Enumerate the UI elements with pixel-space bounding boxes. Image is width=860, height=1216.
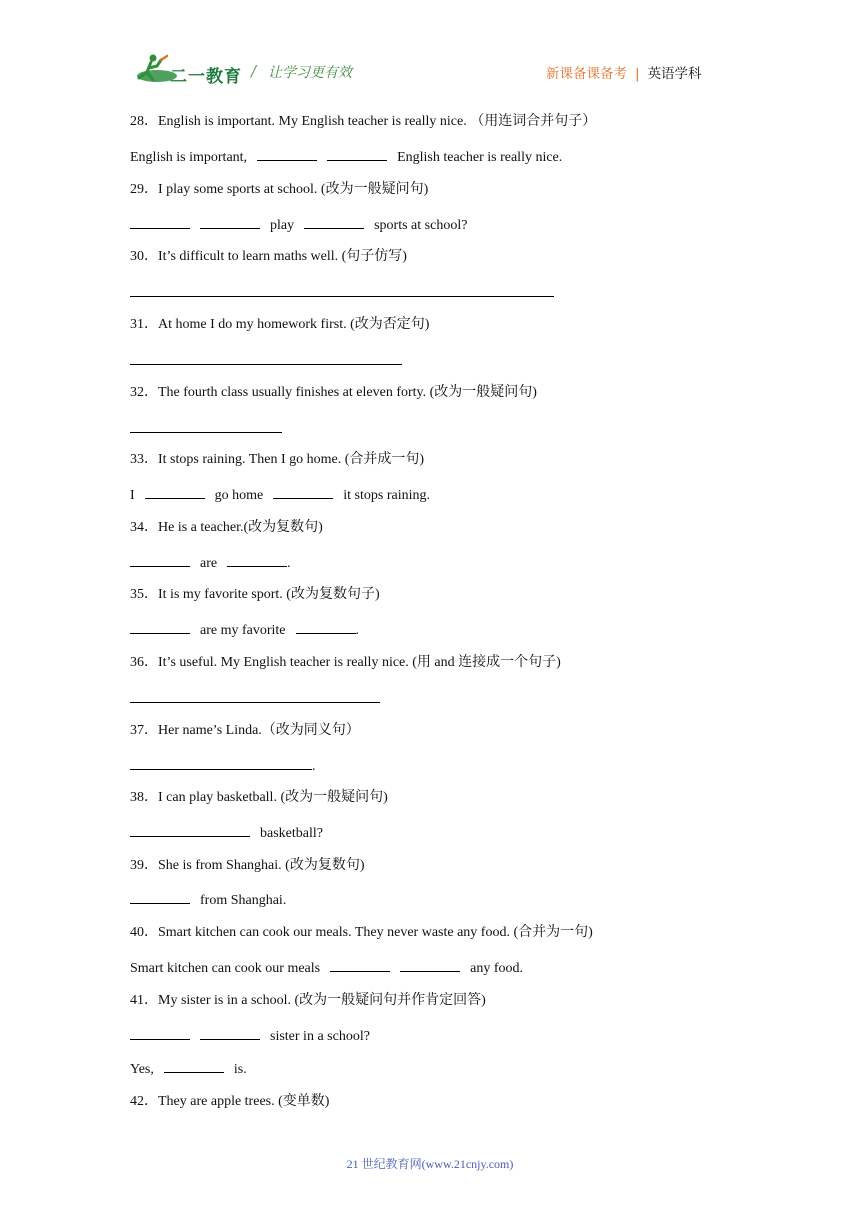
answer-line-41b <box>130 1059 247 1079</box>
question-35: 35．It is my favorite sport. (改为复数句子) <box>130 587 380 602</box>
answer-rule-30[interactable] <box>130 296 554 297</box>
answer-blank[interactable] <box>273 485 333 499</box>
answer-blank[interactable] <box>296 620 356 634</box>
answer-blank[interactable] <box>130 756 312 770</box>
answer-text: I <box>130 488 135 503</box>
answer-text: are <box>200 556 218 571</box>
header-separator: | <box>635 66 640 82</box>
subject-label: 英语学科 <box>647 66 702 82</box>
answer-line-38 <box>130 823 323 843</box>
answer-line-41 <box>130 1026 370 1046</box>
question-40: 40．Smart kitchen can cook our meals. They never waste any food. (合并为一句) <box>130 925 593 940</box>
header-slash: / <box>251 62 257 80</box>
answer-text: are my favorite <box>200 623 286 638</box>
answer-blank[interactable] <box>130 215 190 229</box>
answer-blank[interactable] <box>145 485 205 499</box>
answer-text: sister in a school? <box>270 1029 370 1044</box>
page-footer: 21 世纪教育网(www.21cnjy.com) <box>346 1157 514 1171</box>
answer-rule-31[interactable] <box>130 364 402 365</box>
answer-text: basketball? <box>260 826 323 841</box>
answer-blank[interactable] <box>200 215 260 229</box>
answer-text: . <box>355 623 360 638</box>
answer-blank[interactable] <box>400 958 460 972</box>
answer-blank[interactable] <box>164 1059 224 1073</box>
answer-blank[interactable] <box>130 620 190 634</box>
answer-blank[interactable] <box>130 890 190 904</box>
answer-text: Yes, <box>130 1062 154 1077</box>
answer-line-37 <box>130 756 316 776</box>
answer-rule-32[interactable] <box>130 432 282 433</box>
answer-line-39 <box>130 890 286 910</box>
answer-blank[interactable] <box>130 1026 190 1040</box>
course-label: 新课备课备考 <box>546 66 627 82</box>
answer-blank[interactable] <box>130 823 250 837</box>
question-30: 30．It’s difficult to learn maths well. (句子仿写) <box>130 249 407 264</box>
question-39: 39．She is from Shanghai. (改为复数句) <box>130 858 365 873</box>
question-41: 41．My sister is in a school. (改为一般疑问句并作肯定回答) <box>130 993 486 1008</box>
answer-blank[interactable] <box>130 553 190 567</box>
question-28: 28．English is important. My English teacher is really nice. （用连词合并句子） <box>130 114 597 129</box>
answer-rule-36[interactable] <box>130 702 380 703</box>
answer-text: . <box>312 759 316 774</box>
page-header <box>0 0 860 100</box>
question-34: 34．He is a teacher.(改为复数句) <box>130 520 323 535</box>
answer-text: English teacher is really nice. <box>397 150 563 165</box>
answer-text: Smart kitchen can cook our meals <box>130 961 321 976</box>
question-33: 33．It stops raining. Then I go home. (合并成一句) <box>130 452 425 467</box>
header-course-info <box>546 62 702 82</box>
answer-line-28 <box>130 147 562 167</box>
answer-text: go home <box>214 488 264 503</box>
answer-text: any food. <box>470 961 523 976</box>
answer-text: is. <box>233 1062 247 1077</box>
answer-blank[interactable] <box>327 147 387 161</box>
brand-name: 二一教育 <box>170 67 242 87</box>
question-37: 37．Her name’s Linda.（改为同义句） <box>130 723 360 738</box>
answer-blank[interactable] <box>200 1026 260 1040</box>
answer-blank[interactable] <box>330 958 390 972</box>
answer-blank[interactable] <box>304 215 364 229</box>
answer-text: play <box>270 218 295 233</box>
question-32: 32．The fourth class usually finishes at eleven forty. (改为一般疑问句) <box>130 385 537 400</box>
answer-blank[interactable] <box>227 553 287 567</box>
answer-line-34 <box>130 553 291 573</box>
answer-line-33 <box>130 485 430 505</box>
answer-text: from Shanghai. <box>200 893 287 908</box>
question-31: 31．At home I do my homework first. (改为否定句) <box>130 317 430 332</box>
answer-text: it stops raining. <box>343 488 431 503</box>
answer-line-35 <box>130 620 359 640</box>
answer-line-40 <box>130 958 523 978</box>
answer-blank[interactable] <box>257 147 317 161</box>
answer-line-29 <box>130 215 467 235</box>
question-29: 29．I play some sports at school. (改为一般疑问句) <box>130 182 429 197</box>
answer-text: English is important, <box>130 150 248 165</box>
brand-slogan: 让学习更有效 <box>268 65 352 81</box>
question-42: 42．They are apple trees. (变单数) <box>130 1094 330 1109</box>
question-38: 38．I can play basketball. (改为一般疑问句) <box>130 790 388 805</box>
answer-text: sports at school? <box>374 218 468 233</box>
question-36: 36．It’s useful. My English teacher is really nice. (用 and 连接成一个句子) <box>130 655 561 670</box>
answer-text: . <box>287 556 291 571</box>
